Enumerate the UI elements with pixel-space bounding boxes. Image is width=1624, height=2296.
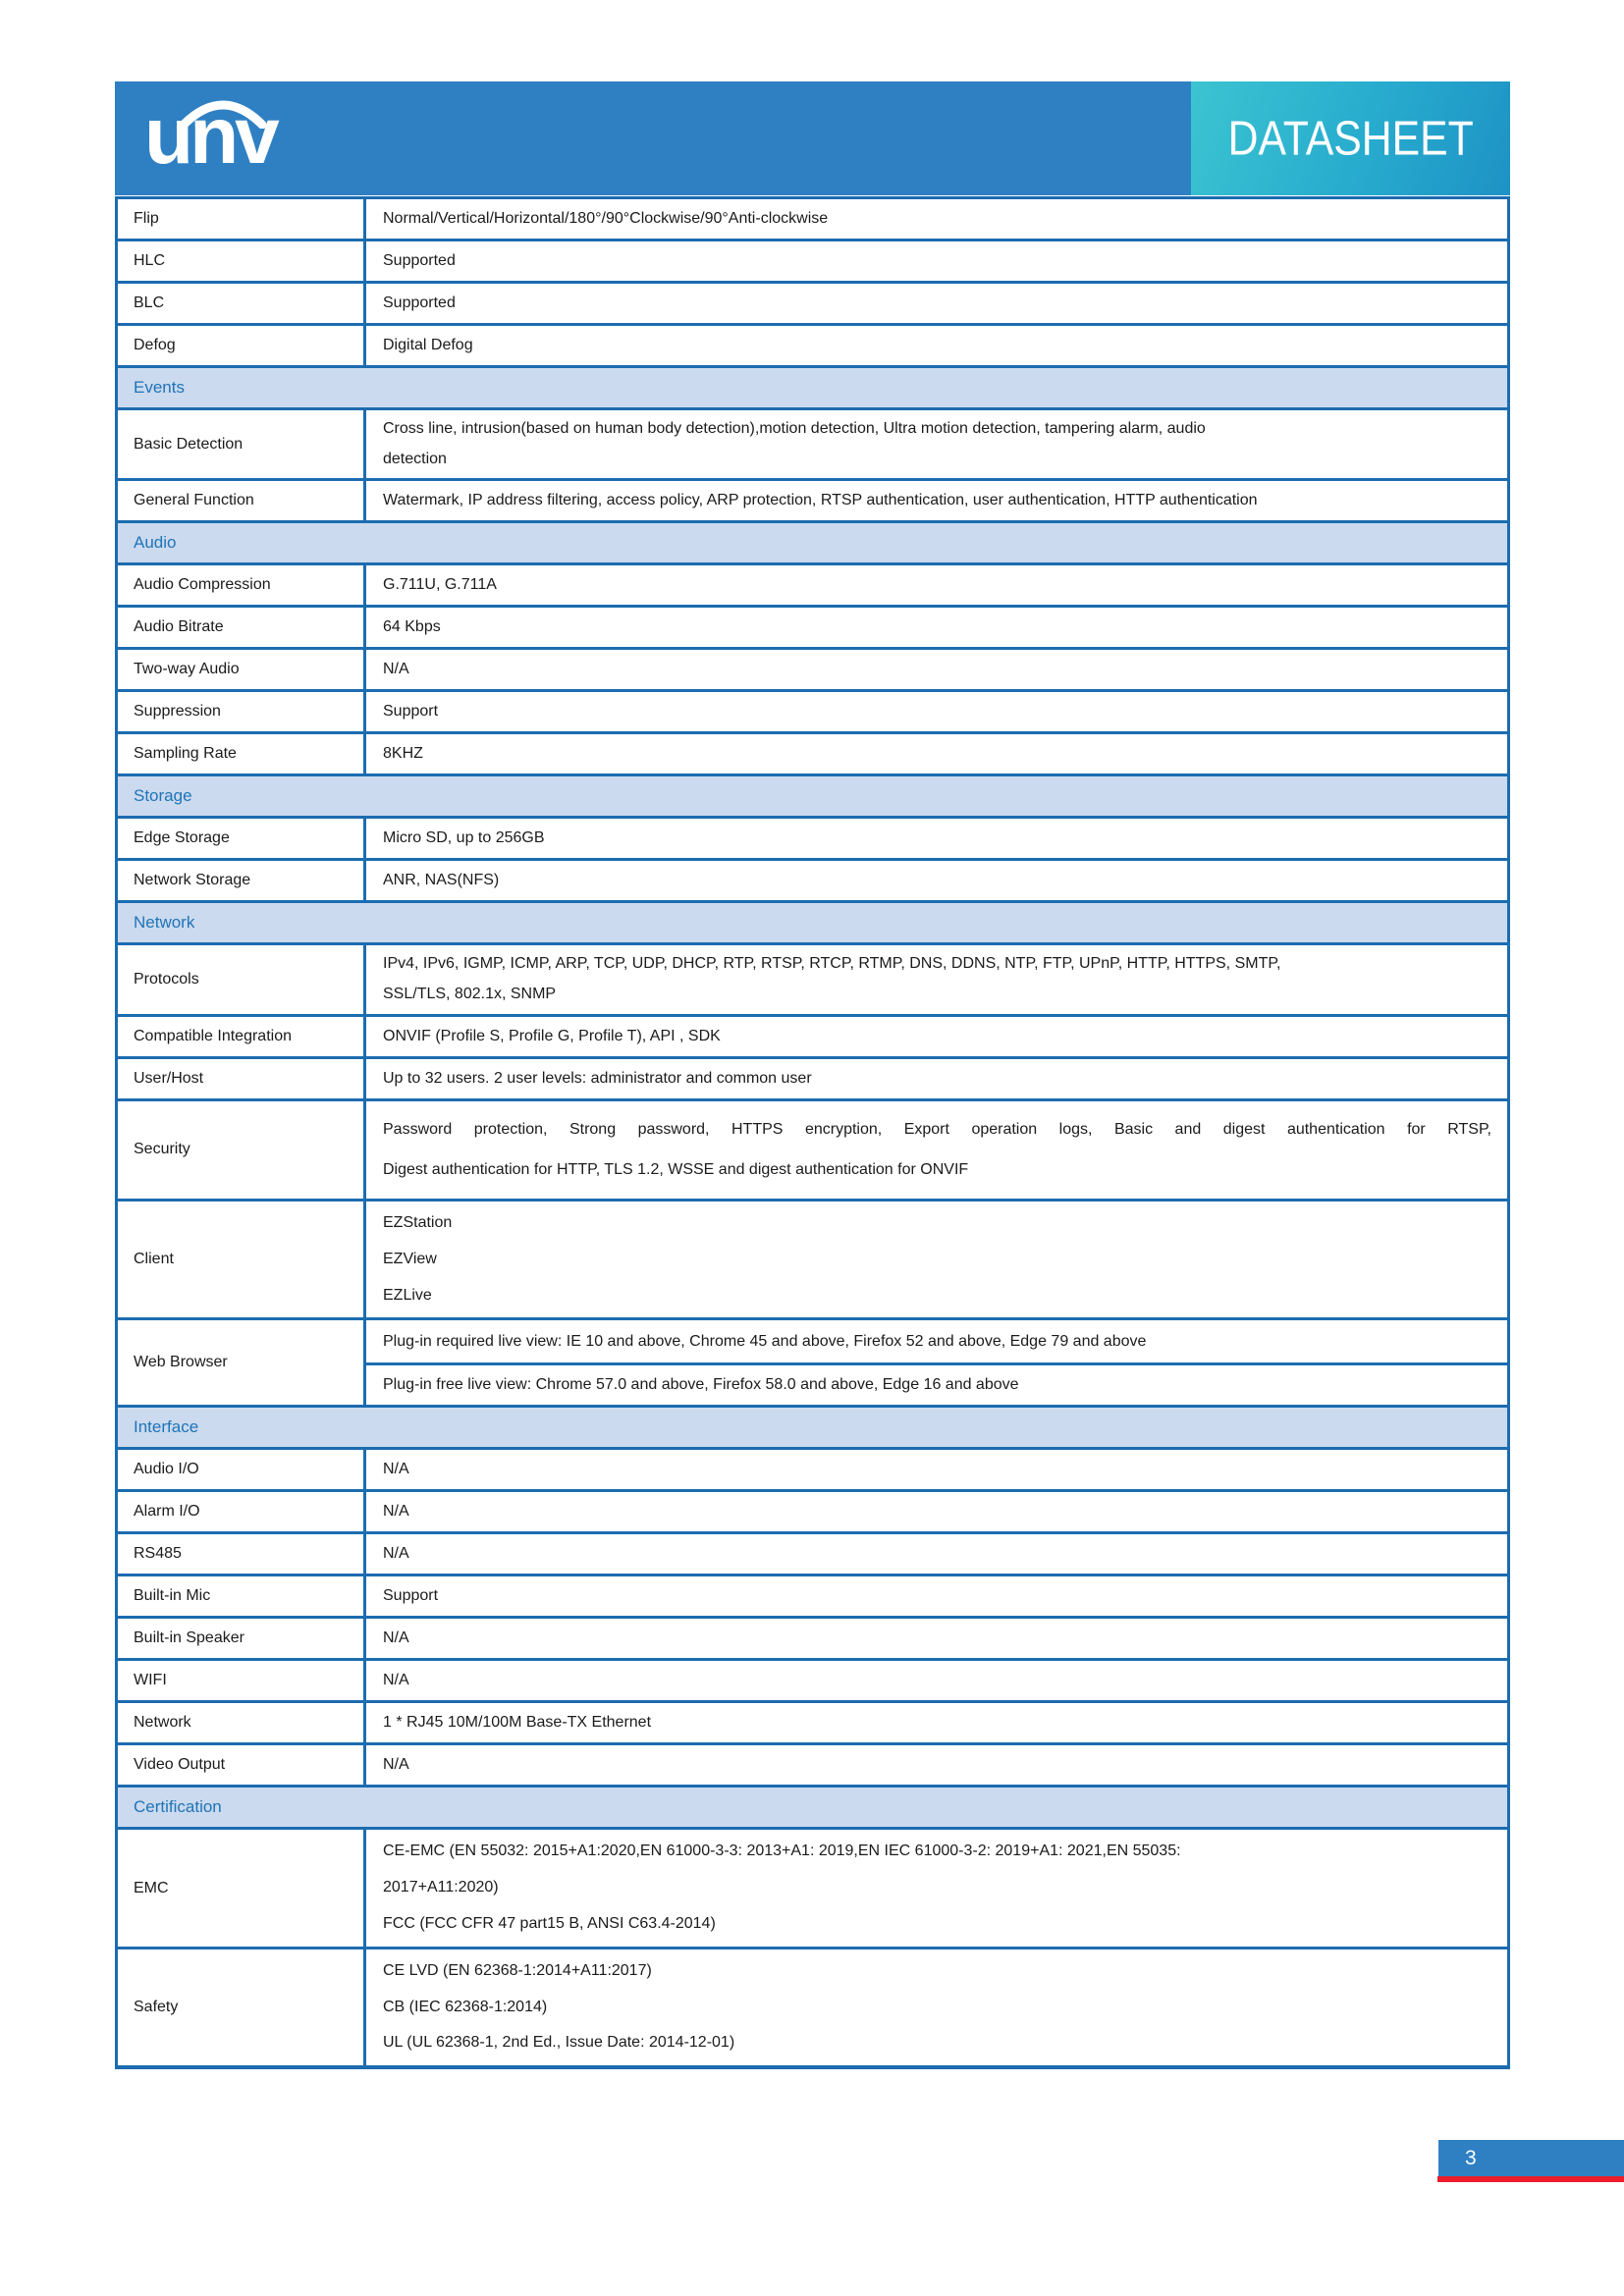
spec-value-line: FCC (FCC CFR 47 part15 B, ANSI C63.4-2014)	[383, 1915, 716, 1933]
spec-value-line: UL (UL 62368-1, 2nd Ed., Issue Date: 2014-12-01)	[383, 2034, 735, 2052]
spec-label	[118, 819, 366, 858]
spec-label-text: EMC	[134, 1879, 169, 1896]
spec-value	[366, 241, 1507, 281]
spec-subvalue	[366, 1320, 1507, 1362]
spec-value-text: ANR, NAS(NFS)	[383, 872, 500, 889]
page-number-badge	[1438, 2140, 1624, 2182]
spec-value-text: 1 * RJ45 10M/100M Base-TX Ethernet	[383, 1714, 652, 1732]
spec-subvalue-text: Plug-in required live view: IE 10 and above, Chrome 45 and above, Firefox 52 and above, Edge 79 and above	[383, 1332, 1147, 1350]
spec-value	[366, 1201, 1507, 1317]
spec-value	[366, 608, 1507, 647]
spec-label	[118, 241, 366, 281]
spec-label-text: Audio Bitrate	[134, 618, 224, 636]
spec-label	[118, 1201, 366, 1317]
spec-table	[115, 196, 1510, 2069]
spec-row	[118, 1534, 1507, 1576]
section-title: Audio	[134, 533, 177, 553]
page-number-box	[1438, 2140, 1624, 2176]
spec-value	[366, 945, 1507, 1013]
spec-value	[366, 1661, 1507, 1700]
spec-subvalue	[366, 1362, 1507, 1405]
spec-value-line: 2017+A11:2020)	[383, 1879, 499, 1896]
spec-row	[118, 1830, 1507, 1949]
spec-label-text: WIFI	[134, 1672, 167, 1689]
spec-row	[118, 1101, 1507, 1201]
spec-value	[366, 1619, 1507, 1658]
spec-label	[118, 650, 366, 689]
page-number: 3	[1465, 2146, 1477, 2169]
spec-value-text: ONVIF (Profile S, Profile G, Profile T), API , SDK	[383, 1027, 721, 1044]
brand-text: unv	[144, 91, 276, 181]
spec-value	[366, 410, 1507, 478]
spec-value-text: N/A	[383, 1545, 409, 1563]
spec-value	[366, 1059, 1507, 1098]
datasheet-page	[115, 81, 1510, 2069]
spec-value	[366, 650, 1507, 689]
spec-label-text: BLC	[134, 294, 165, 311]
section-row-interface	[118, 1408, 1507, 1450]
spec-row	[118, 1576, 1507, 1619]
spec-label-text: Defog	[134, 337, 176, 353]
spec-label	[118, 734, 366, 774]
page-header	[115, 81, 1510, 195]
spec-label	[118, 410, 366, 478]
spec-value	[366, 1534, 1507, 1574]
spec-label	[118, 692, 366, 731]
spec-label	[118, 1320, 366, 1405]
spec-value	[366, 326, 1507, 365]
spec-label	[118, 1576, 366, 1616]
spec-value	[366, 819, 1507, 858]
spec-label-text: Network Storage	[134, 872, 251, 889]
spec-value-text: N/A	[383, 1461, 409, 1478]
spec-label	[118, 1450, 366, 1489]
spec-row	[118, 1949, 1507, 2065]
spec-label	[118, 1661, 366, 1700]
spec-label	[118, 1101, 366, 1199]
spec-value	[366, 565, 1507, 605]
spec-value	[366, 1830, 1507, 1946]
spec-label-text: Sampling Rate	[134, 745, 237, 763]
spec-value-text: N/A	[383, 1756, 409, 1774]
spec-value	[366, 1101, 1507, 1199]
spec-value	[366, 1450, 1507, 1489]
spec-label-text: HLC	[134, 252, 166, 269]
spec-row	[118, 692, 1507, 734]
spec-label	[118, 1745, 366, 1785]
spec-row	[118, 199, 1507, 241]
spec-value-text: 8KHZ	[383, 745, 423, 763]
spec-value-text: Support	[383, 703, 439, 721]
spec-value-text: N/A	[383, 1629, 409, 1647]
spec-value-line: EZLive	[383, 1286, 432, 1304]
spec-value-line: detection	[383, 450, 447, 467]
spec-label-text: Safety	[134, 1999, 179, 2016]
spec-value-text: Support	[383, 1587, 439, 1605]
spec-label-text: Web Browser	[134, 1354, 228, 1371]
spec-label	[118, 481, 366, 520]
spec-label	[118, 326, 366, 365]
spec-value	[366, 692, 1507, 731]
spec-label-text: Client	[134, 1251, 174, 1268]
spec-value-line: SSL/TLS, 802.1x, SNMP	[383, 986, 557, 1003]
section-title: Storage	[134, 786, 192, 806]
section-row-storage	[118, 776, 1507, 819]
section-row-certification	[118, 1788, 1507, 1830]
spec-row	[118, 945, 1507, 1016]
spec-label-text: General Function	[134, 492, 254, 509]
section-title: Network	[134, 913, 195, 933]
spec-label	[118, 199, 366, 239]
spec-value	[366, 1017, 1507, 1056]
spec-row	[118, 241, 1507, 284]
spec-value-text: G.711U, G.711A	[383, 576, 497, 594]
section-title: Events	[134, 378, 185, 397]
spec-value	[366, 199, 1507, 239]
spec-value-line: EZView	[383, 1250, 437, 1267]
spec-label	[118, 608, 366, 647]
spec-value	[366, 1492, 1507, 1531]
spec-row	[118, 1450, 1507, 1492]
spec-label-text: Two-way Audio	[134, 661, 240, 678]
spec-label-text: Flip	[134, 210, 159, 227]
section-row-network	[118, 903, 1507, 945]
section-title: Certification	[134, 1797, 222, 1817]
spec-row	[118, 1201, 1507, 1320]
spec-row	[118, 1059, 1507, 1101]
spec-row	[118, 819, 1507, 861]
spec-row	[118, 1745, 1507, 1788]
section-row-events	[118, 368, 1507, 410]
spec-row	[118, 650, 1507, 692]
spec-label	[118, 1619, 366, 1658]
spec-value	[366, 1949, 1507, 2065]
spec-row	[118, 284, 1507, 326]
spec-row	[118, 565, 1507, 608]
spec-label-text: Edge Storage	[134, 829, 230, 847]
spec-label-text: Alarm I/O	[134, 1503, 200, 1521]
spec-value-text: Supported	[383, 252, 456, 269]
spec-value	[366, 284, 1507, 323]
spec-label-text: RS485	[134, 1545, 182, 1563]
spec-value	[366, 1703, 1507, 1742]
spec-subvalue-text: Plug-in free live view: Chrome 57.0 and above, Firefox 58.0 and above, Edge 16 and above	[383, 1376, 1019, 1394]
spec-value-text: Supported	[383, 294, 456, 311]
spec-label-text: User/Host	[134, 1069, 204, 1087]
section-title: Interface	[134, 1417, 199, 1437]
spec-label	[118, 1949, 366, 2065]
spec-label-text: Audio Compression	[134, 576, 271, 594]
spec-value-text: N/A	[383, 1672, 409, 1689]
spec-label-text: Audio I/O	[134, 1461, 199, 1478]
spec-value	[366, 734, 1507, 774]
spec-label-text: Compatible Integration	[134, 1027, 292, 1044]
spec-row	[118, 410, 1507, 481]
spec-row	[118, 1703, 1507, 1745]
spec-value	[366, 861, 1507, 900]
spec-label	[118, 1017, 366, 1056]
section-row-audio	[118, 523, 1507, 565]
spec-row	[118, 861, 1507, 903]
spec-value	[366, 481, 1507, 520]
spec-value	[366, 1576, 1507, 1616]
spec-value-line: CE-EMC (EN 55032: 2015+A1:2020,EN 61000-3-3: 2013+A1: 2019,EN IEC 61000-3-2: 2019+A1: 2021,EN 55035:	[383, 1842, 1181, 1860]
spec-label-text: Built-in Mic	[134, 1587, 211, 1605]
spec-value-line: Cross line, intrusion(based on human body detection),motion detection, Ultra motion detection, tampering alarm, audio	[383, 420, 1206, 437]
spec-label-text: Network	[134, 1714, 191, 1732]
spec-value-text: Watermark, IP address filtering, access policy, ARP protection, RTSP authentication, user authentication, HTTP authentication	[383, 492, 1258, 509]
spec-label	[118, 1492, 366, 1531]
spec-value-line: IPv4, IPv6, IGMP, ICMP, ARP, TCP, UDP, DHCP, RTP, RTSP, RTCP, RTMP, DNS, DDNS, NTP, FTP, UPnP, HTTP, HTTPS, SMTP,	[383, 955, 1281, 973]
page-number-underline	[1437, 2176, 1624, 2182]
spec-row	[118, 1017, 1507, 1059]
spec-label	[118, 1703, 366, 1742]
spec-label-text: Built-in Speaker	[134, 1629, 244, 1647]
spec-row	[118, 1320, 1507, 1408]
spec-label-text: Video Output	[134, 1756, 226, 1774]
spec-row	[118, 1619, 1507, 1661]
spec-row	[118, 326, 1507, 368]
spec-label	[118, 565, 366, 605]
spec-row	[118, 481, 1507, 523]
spec-row	[118, 1661, 1507, 1703]
unv-logo	[115, 81, 276, 195]
spec-row	[118, 734, 1507, 776]
spec-row	[118, 1492, 1507, 1534]
spec-value-line: Password protection, Strong password, HTTPS encryption, Export operation logs, Basic and digest authentication for RTSP,	[383, 1120, 1491, 1138]
spec-label-text: Protocols	[134, 971, 199, 988]
spec-label-text: Suppression	[134, 703, 221, 721]
spec-label	[118, 1059, 366, 1098]
spec-label	[118, 1830, 366, 1946]
spec-label-text: Security	[134, 1141, 190, 1158]
spec-value	[366, 1320, 1507, 1405]
spec-value-line: EZStation	[383, 1214, 453, 1232]
spec-value-text: Normal/Vertical/Horizontal/180°/90°Clockwise/90°Anti-clockwise	[383, 210, 829, 227]
spec-value-text: 64 Kbps	[383, 618, 441, 636]
spec-value-text: N/A	[383, 661, 409, 678]
spec-label	[118, 284, 366, 323]
spec-value-text: Up to 32 users. 2 user levels: administrator and common user	[383, 1069, 812, 1087]
spec-value-text: Digital Defog	[383, 337, 473, 353]
spec-label	[118, 1534, 366, 1574]
spec-label	[118, 861, 366, 900]
spec-value-text: Micro SD, up to 256GB	[383, 829, 545, 847]
spec-value	[366, 1745, 1507, 1785]
datasheet-banner	[1191, 81, 1510, 195]
spec-label-text: Basic Detection	[134, 435, 244, 453]
spec-value-text: N/A	[383, 1503, 409, 1521]
spec-value-line: CB (IEC 62368-1:2014)	[383, 1998, 548, 2015]
spec-row	[118, 608, 1507, 650]
spec-value-line: Digest authentication for HTTP, TLS 1.2, WSSE and digest authentication for ONVIF	[383, 1161, 969, 1179]
spec-value-line: CE LVD (EN 62368-1:2014+A11:2017)	[383, 1961, 652, 1979]
spec-label	[118, 945, 366, 1013]
page-title: DATASHEET	[1227, 110, 1474, 166]
